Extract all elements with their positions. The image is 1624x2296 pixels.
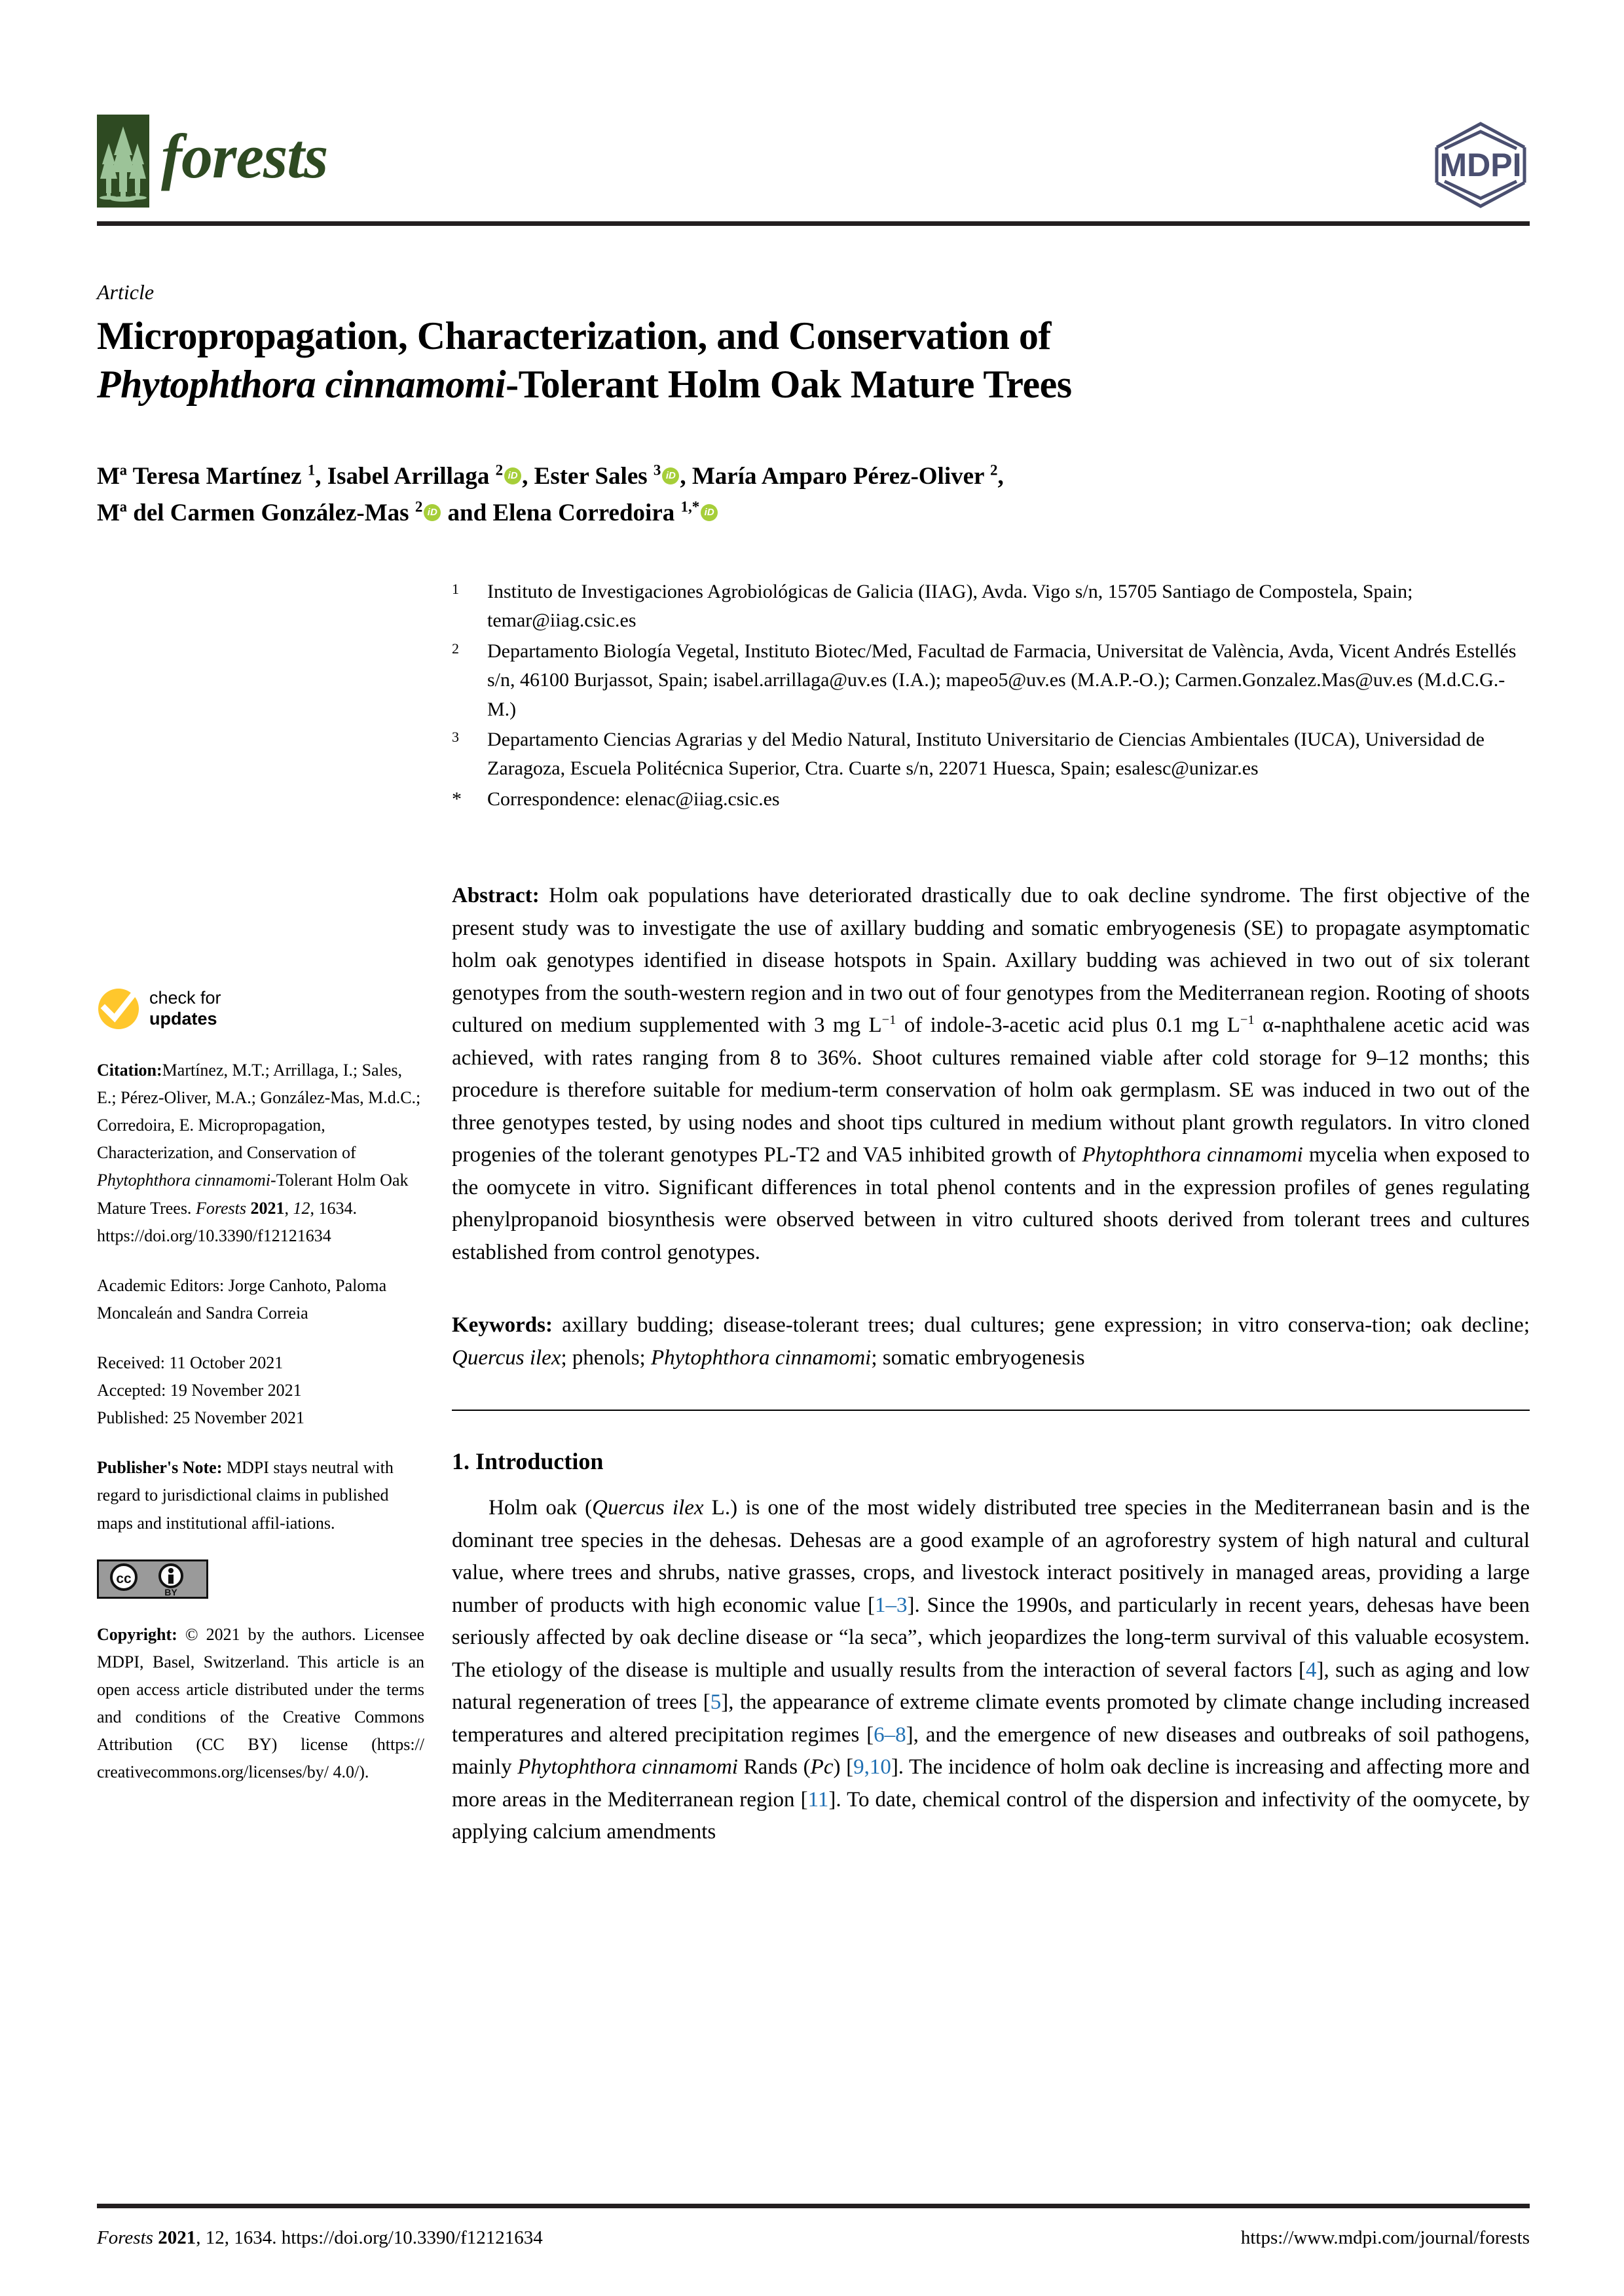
accepted-date: Accepted: 19 November 2021 [97,1381,302,1400]
section-divider [452,1410,1530,1411]
author-item[interactable] [97,463,315,490]
affiliation-marker: 1 [452,581,459,597]
author-separator: , [522,463,534,490]
author-item[interactable] [692,463,998,490]
author-item[interactable] [97,500,422,526]
footer-rest: , 12, 1634. https://doi.org/10.3390/f12121634 [196,2227,543,2248]
intro-seg-5: ], the appearance of extreme climate events promoted by climate change including increased temperatures and altered precipitation regimes [ [452,1690,1530,1747]
title-line-2-rest: -Tolerant Holm Oak Mature Trees [506,363,1072,407]
author-name: Mª del Carmen González-Mas [97,500,409,527]
mdpi-logo[interactable] [1431,120,1530,210]
orcid-icon[interactable]: iD [701,504,718,521]
citation-block: Citation:Martínez, M.T.; Arrillaga, I.; Sales, E.; Pérez-Oliver, M.A.; González-Mas, M.d.C.; Corredoira, E. Micropropagation, Characterization, and Conservation of Phytophthora cinnamomi-Tolerant Holm Oak Mature Trees. Forests 2021, 12, 1634. https://doi.org/10.3390/f12121634 [97,1057,424,1250]
page-title [97,312,1407,409]
citation-text-1: Martínez, M.T.; Arrillaga, I.; Sales, E.; Pérez-Oliver, M.A.; González-Mas, M.d.C.; Corredoira, E. Micropropagation, Characterization, and Conservation of [97,1061,421,1163]
publisher-note-label: Publisher's Note: [97,1458,223,1478]
intro-seg-7: Rands ( [737,1755,811,1779]
intro-seg-8: ) [ [833,1755,854,1779]
introduction-paragraph [452,1492,1530,1849]
section-heading-introduction: 1. Introduction [452,1448,604,1474]
affiliations-list [452,577,1526,815]
academic-editors: Academic Editors: Jorge Canhoto, Paloma Moncaleán and Sandra Correia [97,1275,387,1322]
keywords-text-3: ; somatic embryogenesis [871,1345,1085,1370]
orcid-icon[interactable]: iD [424,504,441,521]
intro-italic-1: Quercus ilex [592,1496,704,1520]
citation-pages: 1634. [318,1198,357,1218]
journal-logo[interactable] [97,115,327,208]
author-name: María Amparo Pérez-Oliver [692,463,984,490]
citation-link-2[interactable]: 4 [1305,1658,1317,1682]
copyright-text: © 2021 by the authors. Licensee MDPI, Basel, Switzerland. This article is an open access article distributed under the terms and conditions of the Creative Commons Attribution (CC BY) license (https:// creativecommons.org/licenses/by/ 4.0/). [97,1624,424,1782]
received-date: Received: 11 October 2021 [97,1353,284,1372]
published-date: Published: 25 November 2021 [97,1408,305,1428]
abstract-text-1: Holm oak populations have deteriorated drastically due to oak decline syndrome. The first objective of the present study was to investigate the use of axillary budding and somatic embryogenesis (SE) to propagate asymptomatic holm oak genotypes identified in disease hotspots in Spain. Axillary budding was achieved in two out of six tolerant genotypes from the south-western region and in two out of four genotypes from the Mediterranean region. Rooting of shoots cultured on medium supplemented with 3 mg L [452,884,1530,1037]
check-for-line: check for [149,988,221,1008]
footer-journal-url[interactable]: https://www.mdpi.com/journal/forests [1240,2227,1530,2248]
author-affil-marker: 1,* [680,498,700,515]
citation-journal: Forests [195,1198,246,1218]
abstract-label: Abstract: [452,884,540,907]
intro-seg-2: L.) is one of the most widely distributed tree species in the Mediterranean basin and is the dominant tree species in the dehesas. Dehesas are a good example of an agroforestry system of high natural and cultural value, where trees and shrubs, native grasses, crops, and livestock interact positively in managed areas, providing a large number of products with high economic value [ [452,1496,1530,1617]
keywords-text-2: ; phenols; [561,1345,651,1370]
publisher-note-text: MDPI stays neutral with regard to jurisdictional claims in published maps and institutional affil-iations. [97,1458,394,1533]
affiliation-text: Departamento Biología Vegetal, Instituto Biotec/Med, Facultad de Farmacia, Universitat de València, Avda, Vicent Andrés Estellés s/n, 46100 Burjassot, Spain; isabel.arrillaga@uv.es (I.A.); mapeo5@uv.es (M.A.P.-O.); Carmen.Gonzalez.Mas@uv.es (M.d.C.G.-M.) [487,640,1517,720]
affiliation-row [452,577,1526,636]
title-species-italic: Phytophthora cinnamomi [97,363,506,407]
keywords-label: Keywords: [452,1313,553,1337]
author-affil-marker: 2 [495,462,504,479]
keyword-species-1: Quercus ilex [452,1345,561,1370]
updates-line: updates [149,1009,217,1029]
citation-link-4[interactable]: 6–8 [874,1722,906,1747]
page-header [97,115,1530,213]
affiliation-row [452,725,1526,784]
citation-species-1: Phytophthora cinnamomi [97,1171,271,1190]
affiliation-text: Instituto de Investigaciones Agrobiológicas de Galicia (IIAG), Avda. Vigo s/n, 15705 Santiago de Compostela, Spain; temar@iiag.csic.es [487,581,1413,632]
citation-label: Citation: [97,1061,162,1080]
intro-seg-9: ]. The incidence of holm oak decline is increasing and affecting more and more areas in the Mediterranean region [ [452,1755,1530,1812]
author-list [97,458,1472,532]
author-item[interactable] [492,500,699,526]
affiliation-row [452,785,1526,814]
check-for-updates-badge[interactable] [97,987,424,1030]
abstract-text-4: mycelia when exposed to the oomycete in vitro. Significant differences in total phenol contents and in the expression profiles of genes regulating phenylpropanoid biosynthesis were observed between in vitro cultured shoots derived from tolerant trees and cultures established from control genotypes. [452,1143,1530,1264]
affiliation-marker: 2 [452,640,459,657]
intro-italic-2: Phytophthora cinnamomi [517,1755,738,1779]
author-affil-marker: 2 [415,498,423,515]
copyright-block [97,1621,424,1787]
header-divider [97,221,1530,226]
author-affil-marker: 2 [990,462,998,479]
footer-journal: Forests [97,2227,153,2248]
forests-trees-icon [97,115,149,208]
affiliation-row [452,637,1526,724]
intro-seg-4: ], such as aging and low natural regeneration of trees [ [452,1658,1530,1714]
author-affil-marker: 3 [653,462,661,479]
affiliation-marker: 3 [452,728,459,745]
left-sidebar [97,987,424,1808]
abstract-superscript-2: −1 [1240,1013,1255,1027]
intro-seg-1: Holm oak ( [489,1496,593,1520]
author-name: Ester Sales [534,463,648,490]
copyright-label: Copyright: [97,1624,177,1644]
keyword-species-2: Phytophthora cinnamomi [650,1345,872,1370]
check-for-updates-label [149,988,221,1030]
abstract-superscript-1: −1 [881,1013,896,1027]
article-type-label: Article [97,280,155,304]
correspondence-text: Correspondence: elenac@iiag.csic.es [487,788,780,810]
main-column [452,880,1530,1849]
citation-link-6[interactable]: 11 [807,1787,829,1812]
cc-by-license-icon[interactable] [97,1559,208,1599]
publisher-note [97,1454,424,1537]
check-mark-icon [97,987,140,1030]
author-name: Isabel Arrillaga [327,463,490,490]
abstract-section [452,880,1530,1269]
affiliation-text: Departamento Ciencias Agrarias y del Medio Natural, Instituto Universitario de Ciencias Ambientales (IUCA), Universidad de Zaragoza, Escuela Politécnica Superior, Ctra. Cuarte s/n, 22071 Huesca, Spain; esalesc@unizar.es [487,728,1485,780]
author-separator: , [680,463,692,490]
orcid-icon[interactable]: iD [504,467,521,484]
svg-text:cc: cc [116,1571,132,1586]
abstract-species-italic: Phytophthora cinnamomi [1082,1143,1303,1167]
author-name: Elena Corredoira [492,500,675,527]
svg-text:BY: BY [164,1586,177,1597]
author-separator: , [997,463,1004,490]
intro-italic-3: Pc [810,1755,834,1779]
citation-text-2: -Tolerant Holm Oak Mature Trees. [97,1171,409,1218]
page-footer [97,2227,1530,2249]
journal-name: forests [161,121,328,191]
intro-seg-3: ]. Since the 1990s, and particularly in recent years, dehesas have been seriously affected by oak decline disease or “la seca”, which jeopardizes the long-term survival of this valuable ecosystem. The etiology of the disease is multiple and usually results from the interaction of several factors [ [452,1593,1530,1682]
citation-year: 2021 [250,1198,285,1218]
keywords-section [452,1309,1530,1374]
author-item[interactable] [534,463,661,490]
author-item[interactable] [327,463,503,490]
intro-seg-10: ]. To date, chemical control of the dispersion and infectivity of the oomycete, by applying calcium amendments [452,1787,1530,1844]
article-dates [97,1349,424,1432]
author-separator: and [441,500,493,527]
footer-year: 2021 [158,2227,196,2248]
citation-doi-link[interactable]: https://doi.org/10.3390/f12121634 [97,1226,331,1245]
intro-seg-6: ], and the emergence of new diseases and outbreaks of soil pathogens, mainly [452,1722,1530,1779]
author-separator: , [315,463,327,490]
keywords-text-1: axillary budding; disease-tolerant trees; dual cultures; gene expression; in vitro conserva-tion; oak decline; [552,1313,1530,1337]
orcid-icon[interactable]: iD [662,467,679,484]
abstract-text-3: α-naphthalene acetic acid was achieved, with rates ranging from 8 to 36%. Shoot cultures remained viable after cold storage for 9–12 months; this procedure is therefore suitable for medium-term conservation of holm oak germplasm. SE was induced in two out of the three genotypes tested, by using nodes and shoot tips cultured in medium without plant growth regulators. In vitro cloned progenies of the tolerant genotypes PL-T2 and VA5 inhibited growth of [452,1013,1530,1167]
author-name: Mª Teresa Martínez [97,463,302,490]
mdpi-wordmark: MDPI [1439,147,1522,183]
citation-link-1[interactable]: 1–3 [875,1593,908,1617]
footer-divider [97,2204,1530,2208]
citation-link-5[interactable]: 9,10 [853,1755,891,1779]
author-affil-marker: 1 [307,462,316,479]
correspondence-marker: * [452,788,462,810]
abstract-text-2: of indole-3-acetic acid plus 0.1 mg L [896,1013,1240,1037]
citation-volume: 12 [293,1198,310,1218]
citation-link-3[interactable]: 5 [710,1690,722,1714]
footer-citation [97,2227,543,2249]
title-line-1: Micropropagation, Characterization, and Conservation of [97,314,1051,357]
